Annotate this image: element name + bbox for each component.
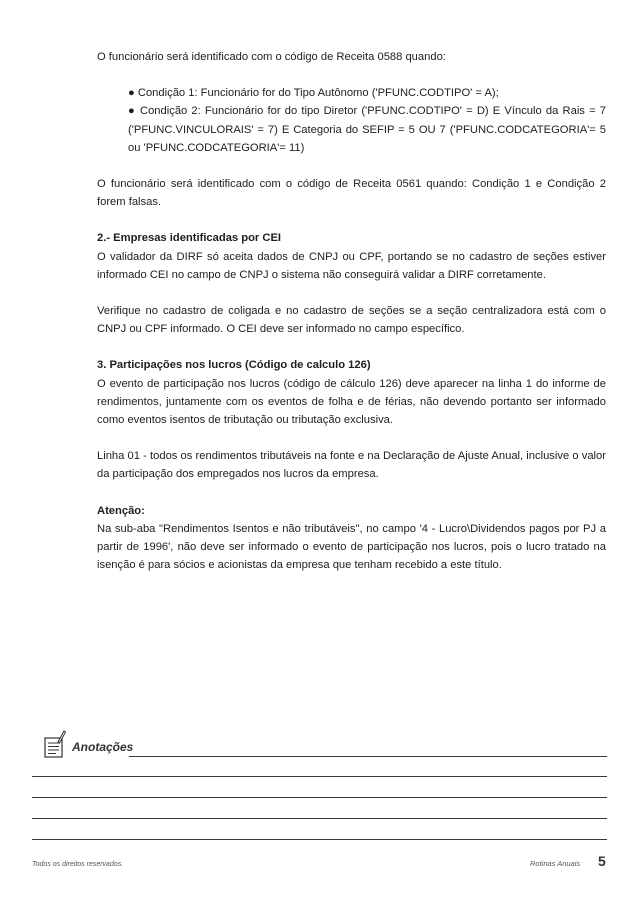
section-2-heading: 2.- Empresas identificadas por CEI (97, 232, 282, 245)
page-number: 5 (598, 853, 606, 869)
notes-line (129, 756, 607, 757)
condition-list (97, 84, 606, 157)
attention-body: Na sub-aba "Rendimentos Isentos e não tributáveis", no campo '4 - Lucro\Dividendos pagos por PJ a partir de 1996', não deve ser informado o evento de participação nos lucros, pois o lucro tratado na isenção é para sócios e acionistas da empresa que tenham recebido a este título. (97, 522, 606, 572)
notes-line (32, 839, 607, 840)
footer-section-title: Rotinas Anuais (530, 859, 581, 868)
receita-0561-paragraph: O funcionário será identificado com o código de Receita 0561 quando: Condição 1 e Condição 2 forem falsas. (97, 178, 606, 209)
condition-1: ● Condição 1: Funcionário for do Tipo Autônomo ('PFUNC.CODTIPO' = A); (128, 87, 499, 100)
notes-line (32, 818, 607, 819)
document-body (97, 48, 606, 574)
notes-label: Anotações (72, 740, 134, 754)
section-3-heading: 3. Participações nos lucros (Código de calculo 126) (97, 359, 371, 372)
section-2-body: O validador da DIRF só aceita dados de CNPJ ou CPF, portando se no cadastro de seções estiver informado CEI no campo de CNPJ o sistema não conseguirá validar a DIRF corretamente. (97, 250, 606, 281)
section-3-body-2: Linha 01 - todos os rendimentos tributáveis na fonte e na Declaração de Ajuste Anual, inclusive o valor da participação dos empregados nos lucros da empresa. (97, 450, 606, 481)
notes-pencil-icon (44, 729, 66, 759)
attention-heading: Atenção: (97, 504, 145, 517)
section-3-body: O evento de participação nos lucros (código de cálculo 126) deve aparecer na linha 1 do informe de rendimentos, juntamente com os eventos de folha e de férias, não devendo portanto ser informado como eventos isentos de tributação ou tributação exclusiva. (97, 377, 606, 427)
condition-2: ● Condição 2: Funcionário for do tipo Diretor ('PFUNC.CODTIPO' = D) E Vínculo da Rais = 7 ('PFUNC.VINCULORAIS' = 7) E Categoria do SEFIP = 5 OU 7 ('PFUNC.CODCATEGORIA'= 5 ou 'PFUNC.CODCATEGORIA'= 11) (128, 105, 606, 154)
section-2-body-2: Verifique no cadastro de coligada e no cadastro de seções se a seção centralizadora está com o CNPJ ou CPF informado. O CEI deve ser informado no campo específico. (97, 305, 606, 336)
notes-line (32, 797, 607, 798)
notes-line (32, 776, 607, 777)
receita-0588-intro: O funcionário será identificado com o código de Receita 0588 quando: (97, 51, 446, 63)
footer-rights: Todos os direitos reservados. (32, 861, 124, 868)
